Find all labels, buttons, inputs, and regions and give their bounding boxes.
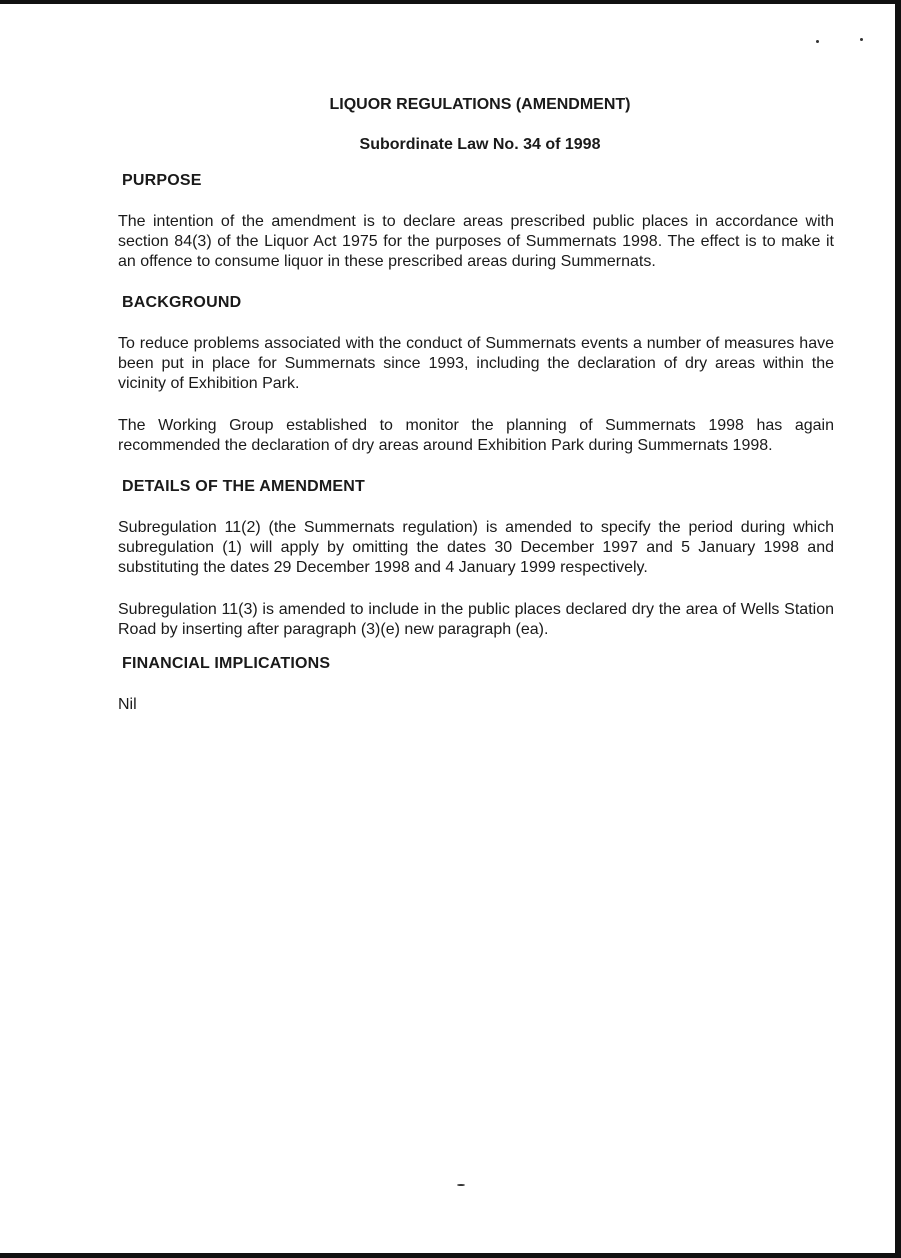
background-paragraph-2: The Working Group established to monitor the planning of Summernats 1998 has again recommended the declaration of dry areas around Exhibition Park during Summernats 1998. bbox=[118, 417, 834, 454]
scan-border-top bbox=[0, 0, 901, 4]
purpose-paragraph: The intention of the amendment is to declare areas prescribed public places in accordance with section 84(3) of the Liquor Act 1975 for the purposes of Summernats 1998. The effect is to make it an offence to consume liquor in these prescribed areas during Summernats. bbox=[118, 213, 834, 270]
scan-border-right bbox=[895, 0, 901, 1258]
section-heading-purpose: PURPOSE bbox=[122, 172, 202, 189]
scan-speck bbox=[457, 1184, 465, 1186]
section-heading-background: BACKGROUND bbox=[122, 294, 242, 311]
document-page bbox=[118, 96, 834, 737]
section-heading-details: DETAILS OF THE AMENDMENT bbox=[122, 478, 366, 495]
scan-speck bbox=[816, 40, 819, 43]
section-heading-financial: FINANCIAL IMPLICATIONS bbox=[122, 655, 331, 672]
background-paragraph-1: To reduce problems associated with the conduct of Summernats events a number of measures have been put in place for Summernats since 1993, including the declaration of dry areas within the vicinity of Exhibition Park. bbox=[118, 335, 834, 392]
details-paragraph-2: Subregulation 11(3) is amended to include in the public places declared dry the area of Wells Station Road by inserting after paragraph (3)(e) new paragraph (ea). bbox=[118, 601, 834, 638]
document-subtitle: Subordinate Law No. 34 of 1998 bbox=[359, 136, 601, 153]
scan-border-bottom bbox=[0, 1253, 901, 1258]
document-title: LIQUOR REGULATIONS (AMENDMENT) bbox=[329, 96, 631, 113]
details-paragraph-1: Subregulation 11(2) (the Summernats regulation) is amended to specify the period during which subregulation (1) will apply by omitting the dates 30 December 1997 and 5 January 1998 and substituting the dates 29 December 1998 and 4 January 1999 respectively. bbox=[118, 519, 834, 576]
scan-speck bbox=[860, 38, 863, 41]
financial-paragraph: Nil bbox=[118, 696, 137, 713]
